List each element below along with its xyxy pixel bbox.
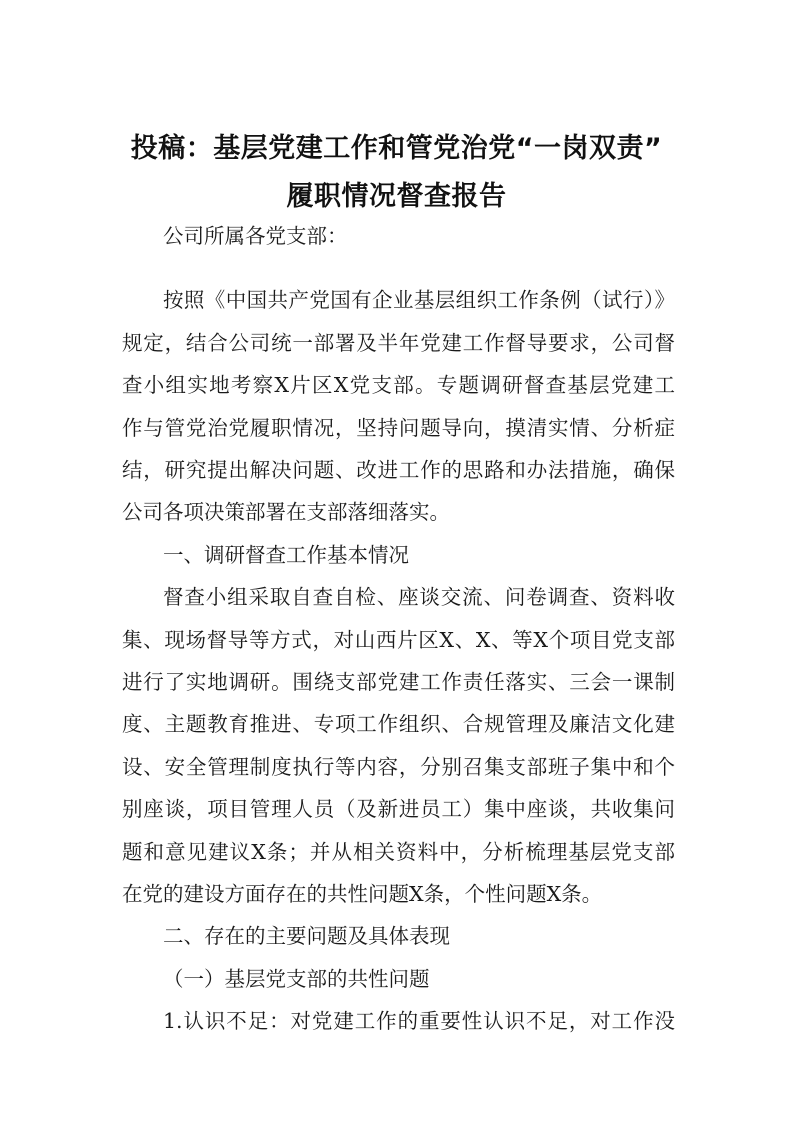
paragraph-2-line-5: 设、安全管理制度执行等内容，分别召集支部班子集中和个 xyxy=(122,755,675,779)
section-heading-2: 二、存在的主要问题及具体表现 xyxy=(163,924,450,948)
paragraph-2-line-1: 督查小组采取自查自检、座谈交流、问卷调查、资料收 xyxy=(163,585,675,609)
paragraph-2-line-4: 度、主题教育推进、专项工作组织、合规管理及廉洁文化建 xyxy=(122,712,675,736)
paragraph-2-line-7: 题和意见建议X条；并从相关资料中，分析梳理基层党支部 xyxy=(122,840,675,864)
paragraph-1-line-2: 规定，结合公司统一部署及半年党建工作督导要求，公司督 xyxy=(122,331,675,355)
paragraph-1-line-6: 公司各项决策部署在支部落细落实。 xyxy=(122,500,450,524)
document-title-line-1: 投稿：基层党建工作和管党治党“一岗双责” xyxy=(130,133,663,164)
paragraph-1-line-3: 查小组实地考察X片区X党支部。专题调研督查基层党建工 xyxy=(122,373,675,397)
subsection-heading-1: （一）基层党支部的共性问题 xyxy=(163,967,430,991)
paragraph-2-line-2: 集、现场督导等方式，对山西片区X、X、等X个项目党支部 xyxy=(122,628,675,652)
document-title-line-2: 履职情况督查报告 xyxy=(286,181,507,212)
paragraph-1-line-5: 结，研究提出解决问题、改进工作的思路和办法措施，确保 xyxy=(122,458,675,482)
paragraph-1-line-4: 作与管党治党履职情况，坚持问题导向，摸清实情、分析症 xyxy=(122,416,675,440)
paragraph-2-line-3: 进行了实地调研。围绕支部党建工作责任落实、三会一课制 xyxy=(122,670,675,694)
paragraph-3-line-1: 1.认识不足：对党建工作的重要性认识不足，对工作没 xyxy=(163,1009,675,1033)
salutation: 公司所属各党支部： xyxy=(163,224,348,248)
paragraph-1-line-1: 按照《中国共产党国有企业基层组织工作条例（试行）》 xyxy=(163,288,675,312)
paragraph-2-line-8: 在党的建设方面存在的共性问题X条，个性问题X条。 xyxy=(122,882,603,906)
paragraph-2-line-6: 别座谈，项目管理人员（及新进员工）集中座谈，共收集问 xyxy=(122,797,675,821)
section-heading-1: 一、调研督查工作基本情况 xyxy=(163,543,409,567)
